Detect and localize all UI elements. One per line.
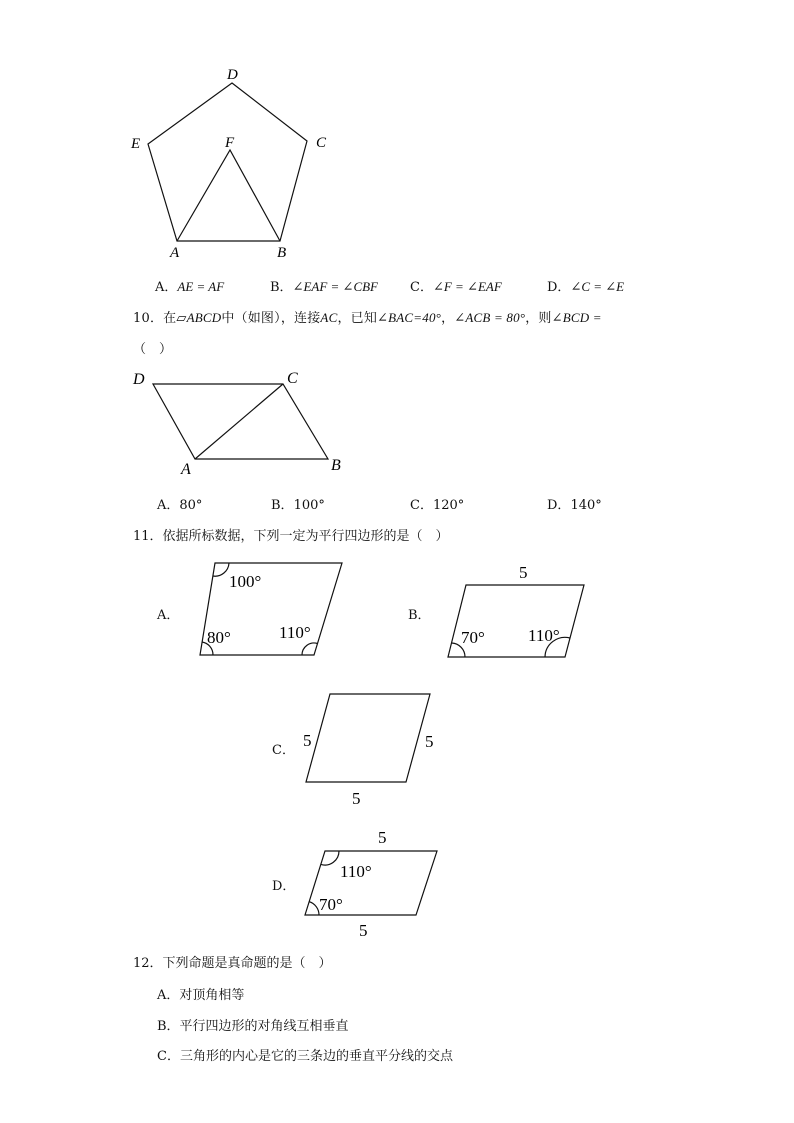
option-letter: C． xyxy=(410,280,433,295)
point-label-a: A xyxy=(181,461,191,478)
q11-option-d-letter[interactable]: D． xyxy=(272,879,296,894)
q9-option-c[interactable] xyxy=(410,276,502,295)
option-text: 100° xyxy=(293,498,325,513)
q11-option-d-figure xyxy=(0,822,794,942)
q11-option-c-figure xyxy=(0,688,794,808)
q11-option-b-letter[interactable]: B． xyxy=(408,608,431,623)
point-label-c: C xyxy=(316,135,327,151)
q12-stem: 12．下列命题是真命题的是（ ） xyxy=(133,956,332,971)
q11-stem: 11．依据所标数据，下列一定为平行四边形的是（ ） xyxy=(133,529,449,544)
side-label-right: 5 xyxy=(425,732,434,751)
option-letter: B． xyxy=(270,280,293,295)
side-label-top: 5 xyxy=(519,563,528,582)
option-letter: D． xyxy=(547,280,571,295)
option-text: AE = AF xyxy=(177,279,225,294)
angle-label-80: 80° xyxy=(207,628,231,647)
figure-name: ABCD xyxy=(186,310,222,325)
point-label-d: D xyxy=(227,67,238,83)
q11-option-b-figure xyxy=(0,558,794,663)
stem-text: ，已知 xyxy=(337,311,378,326)
option-text: ∠EAF = ∠CBF xyxy=(292,279,378,294)
q9-option-a[interactable] xyxy=(155,276,224,295)
option-letter: A． xyxy=(157,498,180,513)
angle-label-70: 70° xyxy=(461,628,485,647)
q12-option-c[interactable]: C．三角形的内心是它的三条边的垂直平分线的交点 xyxy=(157,1049,453,1064)
angle-bac: ∠BAC=40° xyxy=(377,310,442,325)
option-text: ∠F = ∠EAF xyxy=(432,279,502,294)
question-number: 10． xyxy=(133,311,164,326)
point-label-b: B xyxy=(277,245,287,261)
angle-acb: ∠ACB = 80° xyxy=(454,310,526,325)
option-letter: D． xyxy=(547,498,571,513)
angle-label-110: 110° xyxy=(279,623,311,642)
option-text: 120° xyxy=(432,498,465,513)
option-letter: B． xyxy=(271,498,294,513)
q10-answer-blank[interactable]: （ ） xyxy=(133,342,173,357)
point-label-e: E xyxy=(131,136,141,152)
q12-option-b[interactable]: B．平行四边形的对角线互相垂直 xyxy=(157,1019,349,1034)
angle-label-100: 100° xyxy=(229,572,262,591)
q12-option-a[interactable]: A．对顶角相等 xyxy=(157,988,245,1003)
q11-option-c-letter[interactable]: C． xyxy=(272,743,295,758)
pentagon-figure xyxy=(0,0,794,270)
parallelogram-outline xyxy=(153,384,328,459)
q10-option-c[interactable] xyxy=(410,494,464,513)
stem-text: 中（如图），连接 xyxy=(221,311,321,326)
option-text: 140° xyxy=(570,498,602,513)
q10-option-a[interactable] xyxy=(157,494,202,513)
pentagon-outline xyxy=(148,83,307,241)
option-letter: A． xyxy=(155,280,178,295)
option-letter: C． xyxy=(410,498,433,513)
q9-option-d[interactable] xyxy=(547,276,624,295)
stem-text: ，则 xyxy=(525,311,552,326)
q11-option-a-letter[interactable]: A． xyxy=(157,608,180,623)
side-label-left: 5 xyxy=(303,731,312,750)
q10-option-b[interactable] xyxy=(271,494,325,513)
angle-label-110: 110° xyxy=(340,862,372,881)
option-text: ∠C = ∠E xyxy=(570,279,625,294)
angle-label-70: 70° xyxy=(319,895,343,914)
segment-ac: AC xyxy=(320,310,338,325)
triangle-afb xyxy=(177,150,280,241)
side-label-top: 5 xyxy=(378,828,387,847)
angle-bcd: ∠BCD = xyxy=(551,310,602,325)
angle-arc-bottom-left xyxy=(309,902,319,915)
point-label-b: B xyxy=(331,457,341,474)
point-label-c: C xyxy=(287,370,298,387)
point-label-d: D xyxy=(133,371,145,388)
point-label-f: F xyxy=(225,135,235,151)
option-text: 80° xyxy=(179,498,203,513)
parallelogram-symbol: ▱ xyxy=(176,311,187,326)
q9-option-b[interactable] xyxy=(270,276,378,295)
parallelogram-abcd-figure xyxy=(0,360,794,485)
side-label-bottom: 5 xyxy=(352,789,361,808)
q10-stem xyxy=(133,307,602,326)
side-label-bottom: 5 xyxy=(359,921,368,940)
point-label-a: A xyxy=(170,245,180,261)
angle-label-110: 110° xyxy=(528,626,560,645)
q10-option-d[interactable] xyxy=(547,494,602,513)
stem-separator: ， xyxy=(441,311,455,326)
diagonal-ac xyxy=(195,384,283,459)
stem-text: 在 xyxy=(163,311,177,326)
rhombus-c xyxy=(306,694,430,782)
